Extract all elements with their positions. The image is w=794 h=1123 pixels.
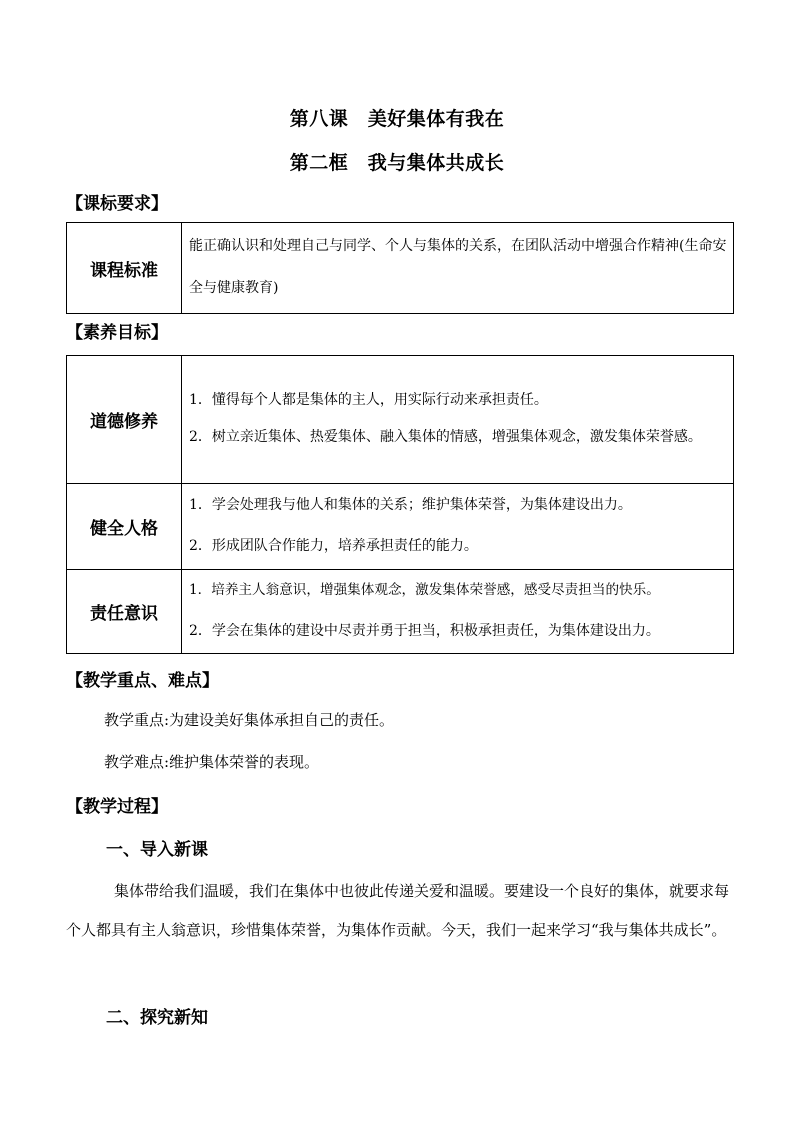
literacy-content	[182, 356, 734, 484]
literacy-label: 责任意识	[67, 570, 182, 654]
literacy-content	[182, 570, 734, 654]
literacy-label: 道德修养	[67, 356, 182, 484]
standard-label: 课程标准	[67, 223, 182, 314]
standard-table	[66, 222, 734, 314]
literacy-content	[182, 484, 734, 570]
standard-text-line: 能正确认识和处理自己与同学、个人与集体的关系，在团队活动中增强合作精神(生命安全与健康教育)	[189, 238, 727, 296]
literacy-item: 1．懂得每个人都是集体的主人，用实际行动来承担责任。	[189, 391, 548, 408]
literacy-table	[66, 355, 734, 654]
literacy-item: 1．培养主人翁意识，增强集体观念，激发集体荣誉感，感受尽责担当的快乐。	[189, 581, 660, 598]
step1-text: 集体带给我们温暖，我们在集体中也彼此传递关爱和温暖。要建设一个良好的集体，就要求每个人都具有主人翁意识，珍惜集体荣誉，为集体作贡献。今天，我们一起来学习“我与集体共成长”。	[66, 882, 730, 939]
literacy-item: 2．树立亲近集体、热爱集体、融入集体的情感，增强集体观念，激发集体荣誉感。	[189, 428, 702, 445]
literacy-item: 2．形成团队合作能力，培养承担责任的能力。	[189, 537, 478, 554]
literacy-row	[67, 356, 734, 484]
literacy-item: 1．学会处理我与他人和集体的关系；维护集体荣誉，为集体建设出力。	[189, 496, 632, 513]
step2-title: 二、探究新知	[106, 1008, 208, 1028]
literacy-heading: 【素养目标】	[66, 323, 168, 343]
standard-text	[182, 223, 734, 314]
difficult-point: 教学难点:维护集体荣誉的表现。	[104, 753, 320, 771]
literacy-label: 健全人格	[67, 484, 182, 570]
standard-heading: 【课标要求】	[66, 194, 168, 214]
literacy-row	[67, 570, 734, 654]
lesson-title: 第八课 美好集体有我在	[289, 108, 505, 130]
step1-title: 一、导入新课	[106, 840, 208, 860]
key-difficult-heading: 【教学重点、难点】	[66, 671, 219, 691]
literacy-item: 2．学会在集体的建设中尽责并勇于担当，积极承担责任，为集体建设出力。	[189, 622, 660, 639]
key-point: 教学重点:为建设美好集体承担自己的责任。	[104, 711, 395, 729]
section-title: 第二框 我与集体共成长	[289, 152, 505, 174]
process-heading: 【教学过程】	[66, 797, 168, 817]
literacy-row	[67, 484, 734, 570]
